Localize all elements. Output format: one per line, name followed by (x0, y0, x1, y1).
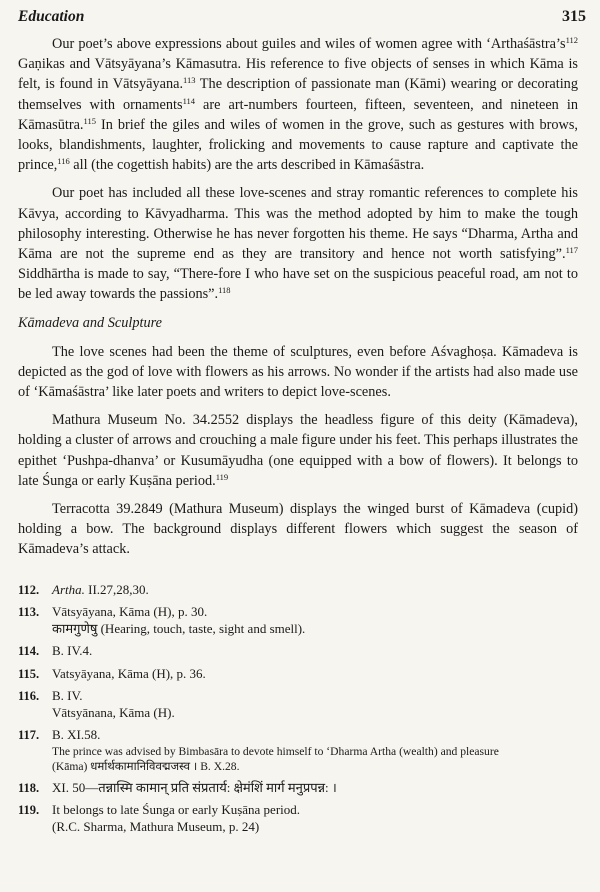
footnote-ref[interactable]: 114 (182, 95, 195, 106)
text-run: The love scenes had been the theme of sculptures, even before Aśvaghoṣa. Kāmadeva is depicted as the god of love with flowers as his arrows. No wonder if the artists had also made use of ‘Kāmaśāstra’ like later poets and writers to depict love-scenes. (18, 343, 578, 401)
footnote (18, 727, 578, 774)
footnote-line: (Kāma) धर्मार्थकामानिविवद्मजस्व । B. X.28. (52, 759, 240, 773)
footnote-number: 112. (18, 582, 40, 597)
footnote-line: कामगुणेषु (Hearing, touch, taste, sight and smell). (52, 620, 306, 636)
footnote-number: 119. (18, 803, 40, 818)
footnote-body (52, 727, 578, 774)
text-run: The description of passionate man (Kāmi) wearing or decorating themselves with ornaments (18, 76, 578, 113)
section-heading: Kāmadeva and Sculpture (18, 314, 163, 331)
footnote-number: 116. (18, 689, 40, 704)
footnote-body (52, 780, 578, 797)
footnote-body (52, 582, 578, 599)
paragraph (18, 34, 578, 175)
paragraph (18, 183, 578, 304)
paragraph-group (18, 34, 578, 305)
footnote-body (52, 666, 578, 683)
footnotes (18, 582, 578, 836)
paragraph-group (18, 342, 578, 560)
footnote-line: (R.C. Sharma, Mathura Museum, p. 24) (52, 818, 260, 834)
footnote-line: B. IV. (52, 688, 83, 704)
paragraph (18, 499, 578, 560)
footnote-ref[interactable]: 113 (183, 75, 196, 86)
running-head: Education (18, 8, 85, 25)
page-header (18, 8, 586, 34)
footnote (18, 582, 578, 599)
footnote (18, 802, 578, 835)
footnote-ref[interactable]: 116 (57, 156, 70, 167)
footnote (18, 688, 578, 721)
text-run: Gaṇikas and Vātsyāyana’s Kāmasutra. His reference to five objects of senses in which Kāma is felt, is found in Vātsyāyana. (18, 56, 578, 93)
footnote-ref[interactable]: 112 (565, 35, 578, 45)
footnote-line: B. IV.4. (52, 643, 93, 659)
paragraph (18, 342, 578, 403)
text-run: Siddhārtha is made to say, “There-fore I who have set on the suspicious peaceful road, am not to be led away towards the passions”. (18, 266, 578, 303)
footnote-body (52, 643, 578, 660)
footnote-line: It belongs to late Śunga or early Kuṣāna period. (52, 802, 301, 818)
footnote-body (52, 604, 578, 637)
footnote-number: 113. (18, 605, 40, 620)
footnote (18, 666, 578, 683)
footnote-line: Vatsyāyana, Kāma (H), p. 36. (52, 665, 206, 681)
text-run: Terracotta 39.2849 (Mathura Museum) displays the winged burst of Kāmadeva (cupid) holding a bow. The background displays different flowers which suggest the season of Kāmadeva’s attack. (18, 501, 578, 558)
footnote-line: The prince was advised by Bimbasāra to devote himself to ‘Dharma Artha (wealth) and pleasure (52, 744, 499, 758)
text-run: all (the cogettish habits) are the arts described in Kāmaśāstra. (69, 157, 425, 174)
text-run: Our poet has included all these love-scenes and stray romantic references to complete his Kāvya, according to Kāvyadharma. This was the method adopted by him to make the tough philosophy interesting. Otherwise he has never forgotten his theme. He says “Dharma, Artha and Kāma are not the supreme end as they are transitory and hence not worth satisfying”. (18, 185, 578, 263)
footnote-line: XI. 50—तन्नास्मि कामान् प्रति संप्रतार्य: क्षेमंशिं मार्ग मनुप्रपन्न: । (52, 779, 337, 795)
footnote (18, 604, 578, 637)
footnote-body (52, 688, 578, 721)
text-run: are art-numbers fourteen, fifteen, seventeen, and nineteen in Kāmasūtra. (18, 96, 578, 133)
text-run: Our poet’s above expressions about guiles and wiles of women agree with ‘Arthaśāstra’s (52, 36, 566, 52)
text-run: In brief the giles and wiles of women in the grove, such as gestures with brows, looks, blandishments, laughter, frolicking and movements to cause rapture and captivate the prince, (18, 116, 578, 174)
footnote-number: 115. (18, 666, 40, 681)
page-number: 315 (562, 8, 586, 25)
footnote (18, 780, 578, 797)
footnote-ref[interactable]: 117 (565, 245, 578, 256)
main-text (18, 34, 578, 560)
footnote-line: Vātsyāyana, Kāma (H), p. 30. (52, 604, 208, 620)
footnote (18, 643, 578, 660)
footnote-ref[interactable]: 115 (83, 115, 96, 126)
footnote-line: Vātsyānana, Kāma (H). (52, 704, 175, 720)
text-run: Mathura Museum No. 34.2552 displays the headless figure of this deity (Kāmadeva), holding a cluster of arrows and crouching a male figure under his feet. This perhaps illustrates the epithet ‘Pushpa-dhanva’ or Kusumāyudha (one equipped with a bow of flowers). It belongs to late Śunga or early Kuṣāna period. (18, 412, 578, 489)
footnote-number: 118. (18, 780, 40, 795)
paragraph (18, 410, 578, 491)
footnote-number: 114. (18, 644, 40, 659)
footnote-ref[interactable]: 119 (215, 471, 229, 482)
footnote-ref[interactable]: 118 (218, 285, 231, 296)
footnote-body (52, 802, 578, 835)
footnote-number: 117. (18, 728, 40, 743)
footnote-line: Artha. II.27,28,30. (52, 581, 149, 597)
footnote-line: B. XI.58. (52, 727, 101, 743)
